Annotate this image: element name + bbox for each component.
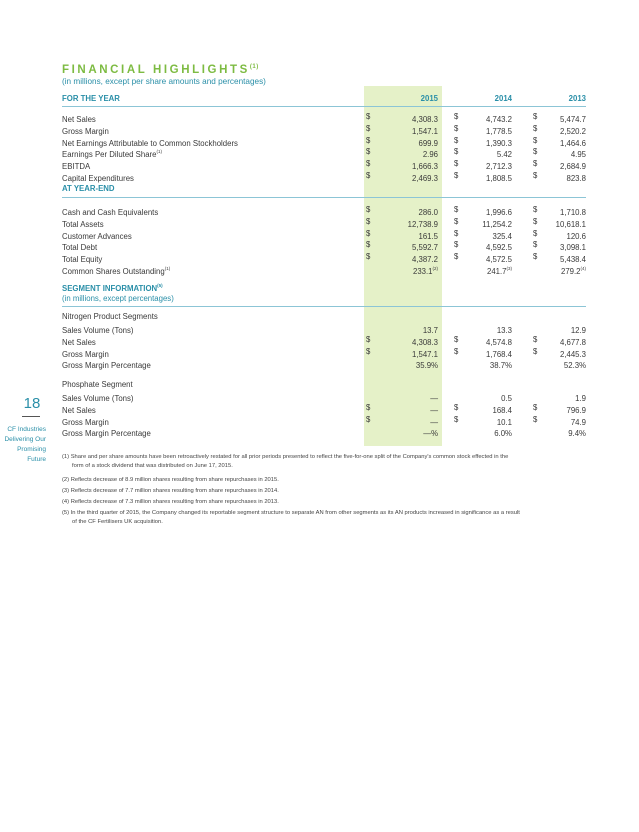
value-2013: 1,464.6 xyxy=(559,138,586,148)
currency-symbol: $ xyxy=(533,402,538,412)
value-2015: 2.96 xyxy=(422,150,438,160)
side-caption-line: Delivering Our xyxy=(4,436,46,443)
value-2014: 4,592.5 xyxy=(485,243,512,253)
value-2014: 13.3 xyxy=(496,326,512,335)
table-row xyxy=(62,228,586,239)
currency-symbol: $ xyxy=(533,216,538,226)
value-2013: 2,684.9 xyxy=(559,162,586,172)
value-2013: 5,438.4 xyxy=(559,255,586,265)
value-2013: 2,445.3 xyxy=(559,349,586,359)
page-number: 18 xyxy=(23,395,41,412)
row-label: Customer Advances xyxy=(62,231,132,241)
table-row xyxy=(62,111,586,122)
value-2015: —% xyxy=(423,429,438,439)
value-2013: 2,520.2 xyxy=(559,126,586,136)
value-2013: 1.9 xyxy=(575,394,586,403)
value-2013: 3,098.1 xyxy=(559,243,586,253)
currency-symbol: $ xyxy=(533,205,538,214)
phosphate-segment-title xyxy=(62,379,586,390)
value-2014: 10.1 xyxy=(496,417,512,427)
table-row xyxy=(62,204,586,215)
currency-symbol: $ xyxy=(454,228,459,238)
currency-symbol: $ xyxy=(366,171,371,180)
page-title xyxy=(62,64,259,76)
currency-symbol: $ xyxy=(454,159,459,169)
row-label: Total Assets xyxy=(62,219,104,229)
segment-subtitle: (in millions, except percentages) xyxy=(62,294,174,303)
value-2013: 4.95 xyxy=(570,150,586,160)
year-end-divider xyxy=(62,197,586,198)
currency-symbol: $ xyxy=(533,147,538,157)
section-title-segment xyxy=(62,283,163,293)
value-2015: 5,592.7 xyxy=(411,243,438,253)
table-row xyxy=(62,158,586,172)
currency-symbol: $ xyxy=(366,123,371,133)
currency-symbol: $ xyxy=(454,205,459,214)
table-row xyxy=(62,322,586,333)
currency-symbol: $ xyxy=(366,346,371,356)
currency-symbol: $ xyxy=(366,228,371,238)
value-2014: 1,808.5 xyxy=(485,174,512,183)
currency-symbol: $ xyxy=(366,216,371,226)
value-2014: 4,572.5 xyxy=(485,255,512,265)
value-2015: 699.9 xyxy=(418,138,438,148)
value-2014: 4,574.8 xyxy=(485,337,512,347)
value-2014: 2,712.3 xyxy=(485,162,512,172)
row-label: Gross Margin xyxy=(62,417,109,427)
row-label: Earnings Per Diluted Share$^{(1)}$ xyxy=(62,149,162,160)
table-row xyxy=(62,135,586,146)
table-row xyxy=(62,414,586,425)
value-2015: 1,666.3 xyxy=(411,162,438,172)
value-2015: 12,738.9 xyxy=(407,219,438,229)
row-label: Net Earnings Attributable to Common Stockholders xyxy=(62,138,238,148)
value-2015: 13.7 xyxy=(422,326,438,335)
page-title-note: (1) xyxy=(249,64,259,71)
value-2014: 1,390.3 xyxy=(485,138,512,148)
currency-symbol: $ xyxy=(454,123,459,133)
footnote: (1) Share and per share amounts have been retroactively restated for all prior periods presented to reflect the five-for-one split of the Company's common stock effected in the form of a stock dividend that was distributed on June 17, 2015. xyxy=(62,454,509,469)
table-row xyxy=(62,263,586,274)
footnote: (2) Reflects decrease of 8.9 million shares resulting from share repurchases in 2015. xyxy=(62,477,279,483)
value-2015: 2,469.3 xyxy=(411,174,438,183)
currency-symbol: $ xyxy=(533,112,538,121)
currency-symbol: $ xyxy=(454,252,459,262)
table-row xyxy=(62,146,586,160)
page-title-text: FINANCIAL HIGHLIGHTS xyxy=(62,64,250,76)
value-2014: 1,778.5 xyxy=(485,126,512,136)
currency-symbol: $ xyxy=(533,346,538,356)
value-2014: 4,743.2 xyxy=(485,115,512,124)
value-2015: 4,308.3 xyxy=(411,337,438,347)
table-header-label: FOR THE YEAR xyxy=(62,94,120,103)
table-row xyxy=(62,251,586,265)
table-row xyxy=(62,334,586,345)
year-2015-header: 2015 xyxy=(420,94,438,103)
value-2014: 6.0% xyxy=(494,429,512,439)
currency-symbol: $ xyxy=(366,205,371,214)
currency-symbol: $ xyxy=(533,123,538,133)
footnote: (4) Reflects decrease of 7.3 million shares resulting from share repurchases in 2013. xyxy=(62,499,279,505)
footnote: (3) Reflects decrease of 7.7 million shares resulting from share repurchases in 2014. xyxy=(62,488,279,494)
currency-symbol: $ xyxy=(366,252,371,262)
currency-symbol: $ xyxy=(533,135,538,145)
row-label: Sales Volume (Tons) xyxy=(62,394,134,403)
table-row xyxy=(62,425,586,439)
value-2015: — xyxy=(430,394,438,403)
value-2014: 325.4 xyxy=(492,231,512,241)
currency-symbol: $ xyxy=(454,216,459,226)
value-2015: 35.9% xyxy=(415,361,438,371)
table-row xyxy=(62,216,586,227)
value-2013: 120.6 xyxy=(566,231,586,241)
value-2015: 1,547.1 xyxy=(411,126,438,136)
table-row xyxy=(62,123,586,134)
value-2014: 168.4 xyxy=(492,405,512,415)
currency-symbol: $ xyxy=(366,159,371,169)
header-divider xyxy=(62,106,586,107)
currency-symbol: $ xyxy=(533,159,538,169)
value-2013: 10,618.1 xyxy=(555,219,586,229)
value-2015: 4,387.2 xyxy=(411,255,438,265)
page-number-rule xyxy=(22,416,40,417)
value-2013: 1,710.8 xyxy=(559,208,586,217)
value-2013: 796.9 xyxy=(566,405,586,415)
row-label: Capital Expenditures xyxy=(62,174,134,183)
currency-symbol: $ xyxy=(454,334,459,344)
segment-title-note: (5) xyxy=(157,283,163,288)
value-2013: 5,474.7 xyxy=(559,115,586,124)
value-2015: — xyxy=(430,417,438,427)
section-title-year-end: AT YEAR-END xyxy=(62,184,115,193)
currency-symbol: $ xyxy=(366,240,371,250)
row-label: Total Equity xyxy=(62,255,103,265)
row-label: Sales Volume (Tons) xyxy=(62,326,134,335)
value-2015: 161.5 xyxy=(418,231,438,241)
row-label: EBITDA xyxy=(62,162,91,172)
value-2014: 0.5 xyxy=(501,394,512,403)
value-2015: — xyxy=(430,405,438,415)
currency-symbol: $ xyxy=(454,135,459,145)
value-2013: 823.8 xyxy=(566,174,586,183)
value-2013: 74.9 xyxy=(570,417,586,427)
row-label: Gross Margin xyxy=(62,349,109,359)
segment-title-text: SEGMENT INFORMATION xyxy=(62,284,158,293)
side-caption-line: Promising xyxy=(17,446,46,453)
year-2013-header: 2013 xyxy=(568,94,586,103)
currency-symbol: $ xyxy=(366,414,371,424)
currency-symbol: $ xyxy=(533,228,538,238)
row-label: Net Sales xyxy=(62,115,96,124)
row-label: Net Sales xyxy=(62,337,96,347)
value-2015: 233.1$^{(2)}$ xyxy=(412,266,438,276)
table-row xyxy=(62,170,586,181)
row-label: Total Debt xyxy=(62,243,98,253)
value-2015: 286.0 xyxy=(418,208,438,217)
value-2013: 12.9 xyxy=(570,326,586,335)
currency-symbol: $ xyxy=(454,346,459,356)
currency-symbol: $ xyxy=(454,112,459,121)
table-row xyxy=(62,346,586,357)
table-row xyxy=(62,402,586,413)
currency-symbol: $ xyxy=(533,240,538,250)
side-caption-line: CF Industries xyxy=(7,426,46,433)
value-2013: 4,677.8 xyxy=(559,337,586,347)
value-2013: 9.4% xyxy=(568,429,586,439)
currency-symbol: $ xyxy=(454,402,459,412)
table-row xyxy=(62,357,586,371)
value-2014: 5.42 xyxy=(496,150,512,160)
currency-symbol: $ xyxy=(366,112,371,121)
page-subtitle: (in millions, except per share amounts and percentages) xyxy=(62,77,266,86)
side-caption xyxy=(4,425,46,465)
nitrogen-segment-title xyxy=(62,311,586,322)
currency-symbol: $ xyxy=(366,334,371,344)
currency-symbol: $ xyxy=(533,171,538,180)
table-row xyxy=(62,390,586,401)
currency-symbol: $ xyxy=(366,135,371,145)
value-2015: 1,547.1 xyxy=(411,349,438,359)
value-2015: 4,308.3 xyxy=(411,115,438,124)
currency-symbol: $ xyxy=(454,414,459,424)
table-row xyxy=(62,239,586,253)
currency-symbol: $ xyxy=(533,252,538,262)
row-label: Gross Margin xyxy=(62,126,109,136)
currency-symbol: $ xyxy=(454,240,459,250)
value-2014: 38.7% xyxy=(489,361,512,371)
row-label: Gross Margin Percentage xyxy=(62,361,151,371)
currency-symbol: $ xyxy=(366,147,371,157)
row-label: Net Sales xyxy=(62,405,96,415)
nitrogen-segment-title-text: Nitrogen Product Segments xyxy=(62,312,158,321)
currency-symbol: $ xyxy=(454,171,459,180)
value-2014: 1,768.4 xyxy=(485,349,512,359)
year-2014-header: 2014 xyxy=(494,94,512,103)
value-2014: 1,996.6 xyxy=(485,208,512,217)
side-caption-line: Future xyxy=(27,456,46,463)
footnote: (5) In the third quarter of 2015, the Company changed its reportable segment structure to separate AN from other segments as its AN products increased in significance as a result of the CF Fertilisers UK acquisition. xyxy=(62,510,520,525)
segment-divider xyxy=(62,306,586,307)
value-2013: 52.3% xyxy=(563,361,586,371)
phosphate-segment-title-text: Phosphate Segment xyxy=(62,380,133,389)
row-label: Gross Margin Percentage xyxy=(62,429,151,439)
currency-symbol: $ xyxy=(533,334,538,344)
currency-symbol: $ xyxy=(533,414,538,424)
row-label: Common Shares Outstanding$^{(1)}$ xyxy=(62,266,171,276)
currency-symbol: $ xyxy=(366,402,371,412)
value-2014: 11,254.2 xyxy=(482,219,512,229)
value-2014: 241.7$^{(3)}$ xyxy=(486,266,512,276)
currency-symbol: $ xyxy=(454,147,459,157)
row-label: Cash and Cash Equivalents xyxy=(62,208,159,217)
value-2013: 279.2$^{(4)}$ xyxy=(560,266,586,276)
